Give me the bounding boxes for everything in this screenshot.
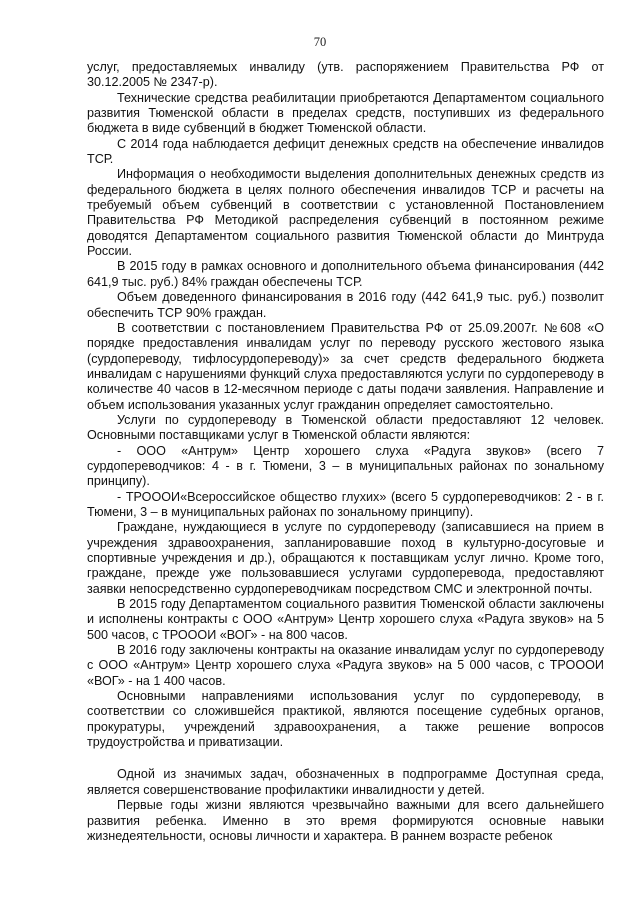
paragraph-5: В 2015 году в рамках основного и дополнительного объема финансирования (442 641,9 тыс. руб.) 84% граждан обеспечены ТСР.: [87, 259, 604, 289]
paragraph-13: В 2016 году заключены контракты на оказание инвалидам услуг по сурдопереводу с ООО «Антрум» Центр хорошего слуха «Радуга звуков» на 5 000 часов, с ТРОООИ «ВОГ» - на 1 400 часов.: [87, 643, 604, 688]
paragraph-16: Первые годы жизни являются чрезвычайно важными для всего дальнейшего развития ребенка. Именно в это время формируются основные навыки жизнедеятельности, основы личности и характера. В раннем возрасте ребенок: [87, 798, 604, 843]
body-text: [87, 60, 604, 844]
paragraph-11: Граждане, нуждающиеся в услуге по сурдопереводу (записавшиеся на прием в учреждения здравоохранения, запланировавшие поход в культурно-досуговые и спортивные учреждения и др.), обращаются к поставщикам услуг лично. Кроме того, граждане, прежде уже пользовавшиеся услугами сурдоперевода, предоставляют заявки непосредственно сурдопереводчикам посредством СМС и электронной почты.: [87, 520, 604, 596]
paragraph-3: С 2014 года наблюдается дефицит денежных средств на обеспечение инвалидов ТСР.: [87, 136, 604, 167]
paragraph-14: Основными направлениями использования услуг по сурдопереводу, в соответствии со сложившейся практикой, являются посещение судебных органов, прокуратуры, учреждений здравоохранения, а также решение вопросов трудоустройства и приватизации.: [87, 689, 604, 750]
list-item-antrum: - ООО «Антрум» Центр хорошего слуха «Радуга звуков» (всего 7 сурдопереводчиков: 4 - в г. Тюмени, 3 – в муниципальных районах по зональному принципу).: [87, 443, 604, 489]
paragraph-4: Информация о необходимости выделения дополнительных денежных средств из федерального бюджета в целях полного обеспечения инвалидов ТСР и расчеты на требуемый объем субвенций в соответствии с установленной Постановлением Правительства РФ Методикой распределения субвенций в постоянном режиме доводятся Департаментом социального развития Тюменской области до Минтруда России.: [87, 167, 604, 259]
paragraph-7: В соответствии с постановлением Правительства РФ от 25.09.2007г. №608 «О порядке предоставления инвалидам услуг по переводу русского жестового языка (сурдопереводу, тифлосурдопереводу)» за счет средств федерального бюджета инвалидам с нарушениями функций слуха предоставляются услуги по сурдопереводу в количестве 40 часов в 12-месячном периоде с даты подачи заявления. Направление и объем использования указанных услуг гражданин определяет самостоятельно.: [87, 320, 604, 412]
page-number: 70: [313, 35, 327, 49]
paragraph-1: услуг, предоставляемых инвалиду (утв. распоряжением Правительства РФ от 30.12.2005 № 2347-р).: [87, 60, 604, 90]
paragraph-6: Объем доведенного финансирования в 2016 году (442 641,9 тыс. руб.) позволит обеспечить ТСР 90% граждан.: [87, 290, 604, 320]
list-item-voog: - ТРОООИ«Всероссийское общество глухих» (всего 5 сурдопереводчиков: 2 - в г. Тюмени, 3 – в муниципальных районах по зональному принципу).: [87, 489, 604, 519]
section-gap: [87, 750, 604, 767]
paragraph-8: Услуги по сурдопереводу в Тюменской области предоставляют 12 человек. Основными поставщиками услуг в Тюменской области являются:: [87, 412, 604, 443]
paragraph-2: Технические средства реабилитации приобретаются Департаментом социального развития Тюменской области в пределах средств, поступивших из федерального бюджета в виде субвенций в бюджет Тюменской области.: [87, 90, 604, 136]
paragraph-12: В 2015 году Департаментом социального развития Тюменской области заключены и исполнены контракты с ООО «Антрум» Центр хорошего слуха «Радуга звуков» на 5 500 часов, с ТРОООИ «ВОГ» - на 800 часов.: [87, 597, 604, 642]
paragraph-15: Одной из значимых задач, обозначенных в подпрограмме Доступная среда, является совершенствование профилактики инвалидности у детей.: [87, 767, 604, 797]
